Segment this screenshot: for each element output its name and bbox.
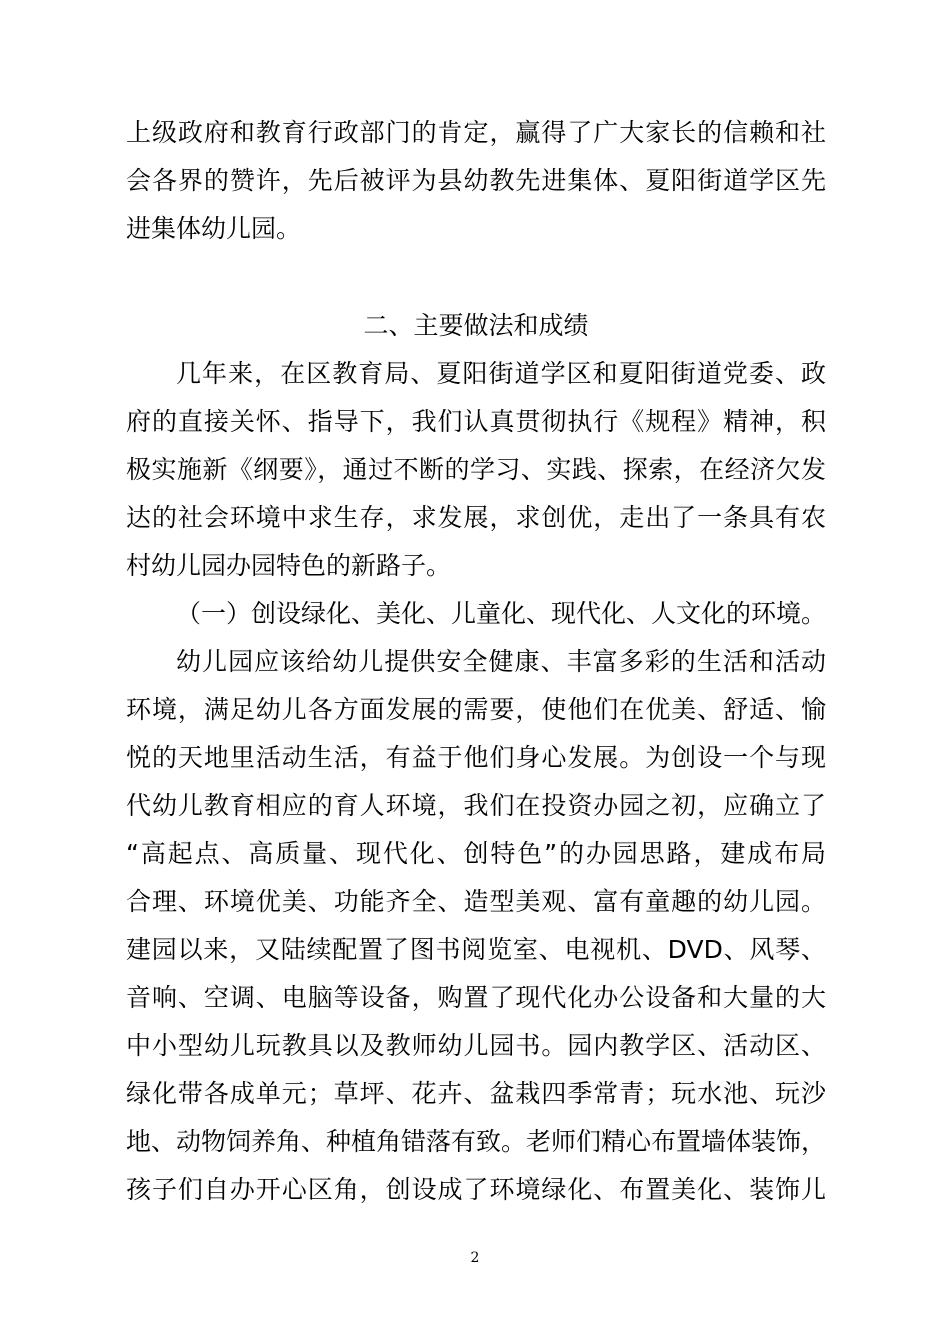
paragraph-line: 建园以来，又陆续配置了图书阅览室、电视机、DVD、风琴、: [126, 935, 826, 964]
paragraph-line: 上级政府和教育行政部门的肯定，赢得了广大家长的信赖和社: [126, 118, 826, 147]
paragraph-line: 合理、环境优美、功能齐全、造型美观、富有童趣的幼儿园。: [126, 887, 826, 916]
paragraph-line: 地、动物饲养角、种植角错落有致。老师们精心布置墙体装饰，: [126, 1127, 826, 1156]
paragraph-line: “高起点、高质量、现代化、创特色”的办园思路，建成布局: [126, 839, 826, 868]
subsection-heading: （一）创设绿化、美化、儿童化、现代化、人文化的环境。: [176, 599, 826, 628]
paragraph-line: 代幼儿教育相应的育人环境，我们在投资办园之初，应确立了: [126, 791, 826, 820]
paragraph-line: 村幼儿园办园特色的新路子。: [126, 551, 452, 580]
paragraph-line: 绿化带各成单元；草坪、花卉、盆栽四季常青；玩水池、玩沙: [126, 1079, 826, 1108]
paragraph-line: 会各界的赞许，先后被评为县幼教先进集体、夏阳街道学区先: [126, 166, 826, 195]
paragraph-line: 几年来，在区教育局、夏阳街道学区和夏阳街道党委、政: [176, 359, 826, 388]
paragraph-line: 进集体幼儿园。: [126, 214, 302, 243]
paragraph-line: 悦的天地里活动生活，有益于他们身心发展。为创设一个与现: [126, 743, 826, 772]
paragraph-line: 达的社会环境中求生存，求发展，求创优，走出了一条具有农: [126, 503, 826, 532]
section-heading: 二、主要做法和成绩: [363, 311, 589, 340]
paragraph-line: 极实施新《纲要》，通过不断的学习、实践、探索，在经济欠发: [126, 455, 826, 484]
paragraph-line: 环境，满足幼儿各方面发展的需要，使他们在优美、舒适、愉: [126, 695, 826, 724]
paragraph-line: 幼儿园应该给幼儿提供安全健康、丰富多彩的生活和活动: [176, 647, 826, 676]
paragraph-line: 中小型幼儿玩教具以及教师幼儿园书。园内教学区、活动区、: [126, 1031, 826, 1060]
paragraph-line: 孩子们自办开心区角，创设成了环境绿化、布置美化、装饰儿: [126, 1175, 826, 1204]
paragraph-line: 音响、空调、电脑等设备，购置了现代化办公设备和大量的大: [126, 983, 826, 1012]
paragraph-line: 府的直接关怀、指导下，我们认真贯彻执行《规程》精神，积: [126, 407, 826, 436]
page-number: 2: [470, 1250, 480, 1266]
